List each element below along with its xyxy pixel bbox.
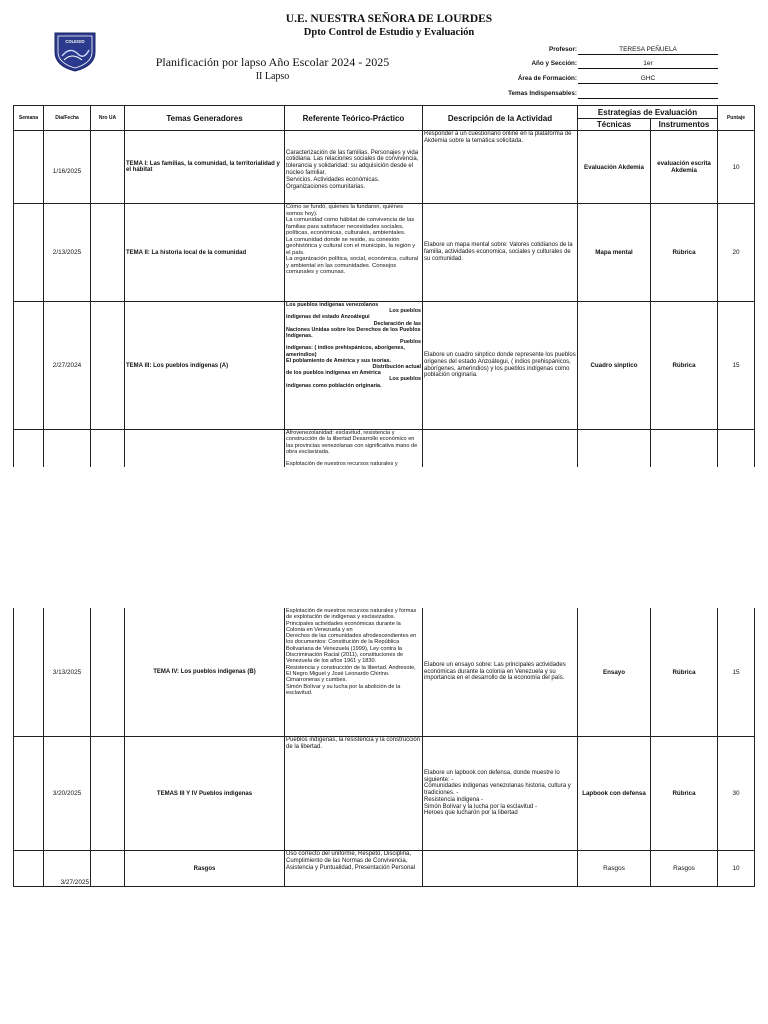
row-referente: Cómo se fundó, quienes la fundaron, quiénes somos hoy). La comunidad como hábitat de convivencia de las familias para satisfacer necesidades sociales, políticas, económicas, culturales, ambientales. La comunidad donde se reside, su conexión geohistórica y cultural con el municipio, la región y el país. La organización política, social, económica, cultural y ambiental en las comunidades. Consejos comunales y comunas. <box>285 204 423 302</box>
referente-line: Los pueblos indígenas venezolanos <box>286 302 379 308</box>
table-row <box>14 131 755 204</box>
row-fecha: 2/13/2025 <box>44 204 91 302</box>
row-tecnica: Rasgos <box>578 851 651 887</box>
row-descripcion <box>423 851 578 887</box>
area-label: Área de Formación: <box>517 75 577 82</box>
row-tecnica: Mapa mental <box>578 204 651 302</box>
row-referente: Explotación de nuestros recursos naturales y formas de explotación de indígenas y esclavizados. Principales actividades económicas durante la Colonia en Venezuela y en Derechos de las comunidades afrodescendientes en los documentos: Constitución de la República Bolivariana de Venezuela (1999), Ley contra la Discriminación Racial (2011), constituciones de Venezuela de los años 1961 y 1830. Resistencia y construcción de la libertad. Andresote, El Negro Miguel y José Leonardo Chirino. Cimarroneras y cumbes. Simón Bolívar y su lucha por la abolición de la esclavitud. <box>285 608 423 737</box>
row-descripcion: Elabore un mapa mental sobre: Valores cotidianos de la familia, actividades economica, sociales y culturales de su comunidad. <box>423 204 578 302</box>
referente-line: El poblamiento de América y sus teorías. <box>286 357 391 364</box>
row-instrumento: Rúbrica <box>651 737 718 851</box>
row-descripcion: Elabore un cuadro sinptico donde represente los pueblos origenes del estado Anzoátegui, ( indios prehispánicos, aborígenes, amerindios) y los pueblos indígenas como población originaria. <box>423 302 578 430</box>
logo-text: COLEGIO <box>65 39 85 44</box>
table-row <box>14 737 755 851</box>
table-row <box>14 204 755 302</box>
row-puntaje: 15 <box>718 608 755 737</box>
col-puntaje: Puntaje <box>718 106 755 131</box>
school-logo <box>52 30 98 72</box>
row-referente <box>285 302 423 430</box>
referente-line: indígenas del estado Anzoátegui <box>286 314 370 321</box>
row-instrumento: Rúbrica <box>651 204 718 302</box>
col-estrategias: Estrategias de Evaluación <box>578 106 718 119</box>
row-instrumento: evaluación escrita Akdemia <box>651 131 718 204</box>
row-tema: Rasgos <box>125 851 285 887</box>
col-referente: Referente Teórico-Práctico <box>285 106 423 131</box>
row-descripcion: Elabore un ensayo sobre: Las principales actividades económicas durante la colonia en Venezuela y su importancia en el desarrollo de la economia del país. <box>423 608 578 737</box>
row-tema: TEMA II: La historia local de la comunidad <box>125 204 285 302</box>
row-puntaje: 20 <box>718 204 755 302</box>
row-tema: TEMAS III Y IV Pueblos indigenas <box>125 737 285 851</box>
row-tecnica: Evaluación Akdemia <box>578 131 651 204</box>
lapso-label: II Lapso <box>255 71 290 82</box>
plan-title: Planificación por lapso Año Escolar 2024 - 2025 <box>155 55 390 69</box>
row-referente: Caracterización de las familias. Personajes y vida cotidiana. Las relaciones sociales de convivencia, tolerancia y solidaridad: su adquisición desde el núcleo familiar. Servicios. Actividades económicas. Organizaciones comunitarias. <box>285 131 423 204</box>
row-fecha: 3/27/2025 <box>44 851 91 887</box>
row-fecha: 2/27/2024 <box>44 302 91 430</box>
referente-line: Pueblos <box>400 339 421 346</box>
row-puntaje: 10 <box>718 851 755 887</box>
col-instrumentos: Instrumentos <box>651 119 718 131</box>
temas-indispensables-value <box>578 89 718 99</box>
col-semana: Semana <box>14 106 44 131</box>
row-referente: Uso correcto del uniforme, Respeto, Disciplina, Cumplimiento de las Normas de Convivencia, Asistencia y Puntualidad, Presentación Personal <box>285 851 423 887</box>
row-puntaje: 15 <box>718 302 755 430</box>
table-row <box>14 851 755 887</box>
row-fecha: 1/16/2025 <box>44 131 91 204</box>
seccion-label: Año y Sección: <box>531 60 577 67</box>
profesor-value: TERESA PEÑUELA <box>578 45 718 55</box>
row-descripcion: Elabore un lapbook con defensa, donde muestre lo siguiente: - Comunidades indigenas venezolanas historia, cultura y tradiciones. - Resistencia indigena - Simón Bolívar y la lucha por la esclavitud - Heroes que lucharón por la libertad <box>423 737 578 851</box>
col-descripcion: Descripción de la Actividad <box>423 106 578 131</box>
table-row <box>14 608 755 737</box>
table-row <box>14 302 755 430</box>
referente-line: de los pueblos indígenas en América <box>286 370 381 377</box>
col-nro-ua: Nro UA <box>91 106 125 131</box>
referente-line: indígenas: ( indios prehispánicos, aborígenes, amerindios) <box>286 345 405 358</box>
referente-line: Los pueblos <box>389 376 421 383</box>
row-tecnica: Lapbook con defensa <box>578 737 651 851</box>
profesor-label: Profesor: <box>549 46 577 53</box>
row-tecnica: Cuadro sinptico <box>578 302 651 430</box>
table-row <box>14 430 755 468</box>
row-instrumento: Rúbrica <box>651 608 718 737</box>
row-tema: TEMA III: Los pueblos indígenas (A) <box>125 302 285 430</box>
row-referente: Pueblos indígenas, la resistencia y la construcción de la libertad. <box>285 737 423 851</box>
row-tema: TEMA IV: Los pueblos indigenas (B) <box>125 608 285 737</box>
referente-line: Los pueblos <box>389 308 421 315</box>
row-fecha: 3/13/2025 <box>44 608 91 737</box>
referente-line: indígenas como población originaria. <box>286 382 382 389</box>
row-instrumento: Rasgos <box>651 851 718 887</box>
referente-line: Declaración de las <box>373 320 421 327</box>
col-tecnicas: Técnicas <box>578 119 651 131</box>
col-temas: Temas Generadores <box>125 106 285 131</box>
row-instrumento: Rúbrica <box>651 302 718 430</box>
row-puntaje: 10 <box>718 131 755 204</box>
row-referente-top: Afrovenezolanidad: esclavitud, resistencia y construcción de la libertad Desarrollo económico en las provincias venezolanas con significativa mano de obra esclavizada. Explotación de nuestros recursos naturales y <box>285 430 423 468</box>
col-fecha: Día/Fecha <box>44 106 91 131</box>
row-tema: TEMA I: Las familias, la comunidad, la territorialidad y el hábitat <box>125 131 285 204</box>
row-tecnica: Ensayo <box>578 608 651 737</box>
temas-indispensables-label: Temas Indispensables: <box>508 90 577 97</box>
row-puntaje: 30 <box>718 737 755 851</box>
planning-table-part-1 <box>13 105 755 467</box>
school-name: U.E. NUESTRA SEÑORA DE LOURDES <box>285 13 493 25</box>
referente-line: Distribución actual <box>372 364 421 371</box>
referente-line: Naciones Unidas sobre los Derechos de los Pueblos Indígenas. <box>286 326 421 340</box>
row-descripcion: Responder a un cuestionario online en la plataforma de Akdemia sobre la temática solicitada. <box>423 131 578 204</box>
planning-table-part-2 <box>13 608 755 888</box>
area-value: GHC <box>578 74 718 84</box>
seccion-value: 1er <box>578 59 718 69</box>
department-name: Dpto Control de Estudio y Evaluación <box>303 27 475 38</box>
row-fecha: 3/20/2025 <box>44 737 91 851</box>
